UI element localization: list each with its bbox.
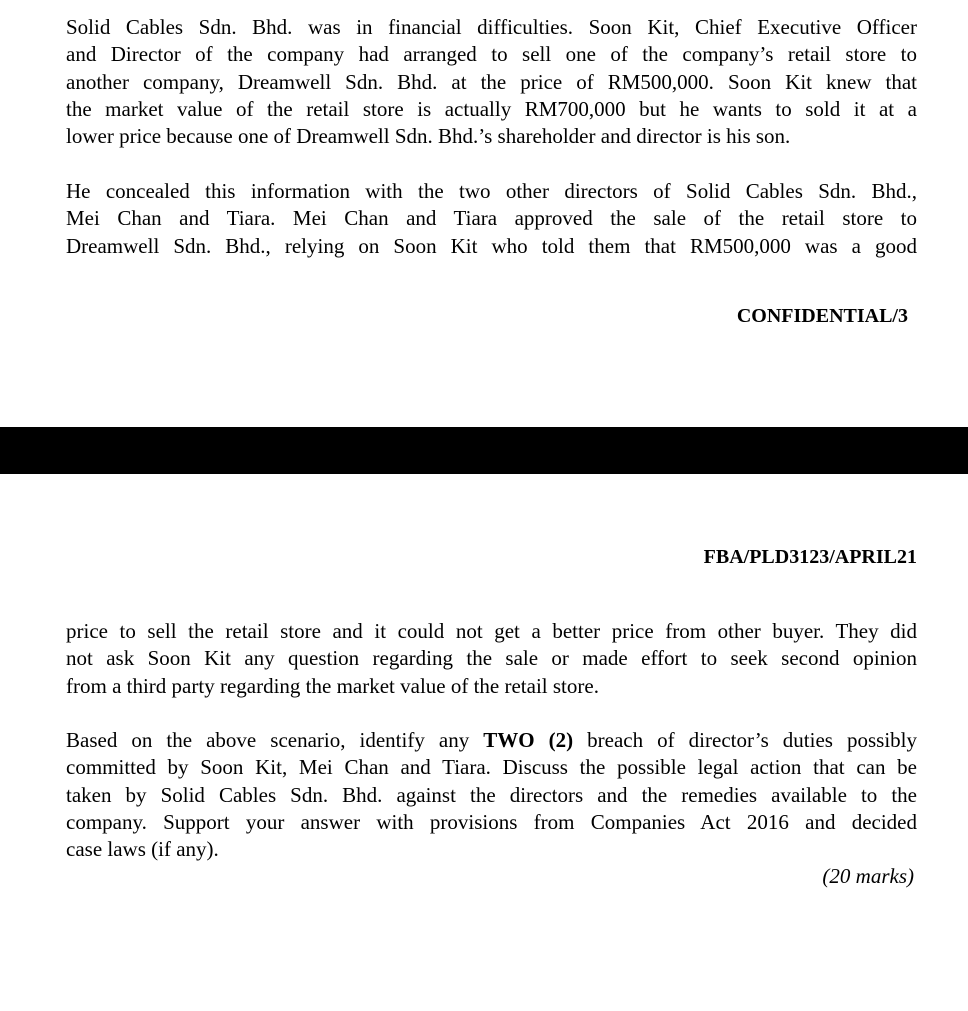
text-line: another company, Dreamwell Sdn. Bhd. at the price of RM500,000. Soon Kit knew that xyxy=(66,69,917,94)
text-line: committed by Soon Kit, Mei Chan and Tiara. Discuss the possible legal action that can be xyxy=(66,755,917,780)
scenario-paragraph-3 xyxy=(66,618,917,700)
text-line: Dreamwell Sdn. Bhd., relying on Soon Kit who told them that RM500,000 was a good xyxy=(66,233,917,258)
question-first-line xyxy=(66,727,917,754)
text-line: He concealed this information with the two other directors of Solid Cables Sdn. Bhd., xyxy=(66,179,917,203)
course-code-header: FBA/PLD3123/APRIL21 xyxy=(703,546,917,568)
scenario-paragraph-1 xyxy=(66,14,917,150)
text-line: taken by Solid Cables Sdn. Bhd. against the directors and the remedies available to the xyxy=(66,782,917,807)
scenario-paragraph-2 xyxy=(66,178,917,260)
text-line: Solid Cables Sdn. Bhd. was in financial difficulties. Soon Kit, Chief Executive Officer xyxy=(66,15,917,39)
question-emphasis: TWO (2) xyxy=(483,728,574,752)
text-line: and Director of the company had arranged to sell one of the company’s retail store to xyxy=(66,42,917,67)
text-line: from a third party regarding the market value of the retail store. xyxy=(66,673,599,698)
confidential-footer: CONFIDENTIAL/3 xyxy=(736,305,908,327)
text-line: the market value of the retail store is actually RM700,000 but he wants to sold it at a xyxy=(66,96,917,121)
text-line: lower price because one of Dreamwell Sdn. Bhd.’s shareholder and director is his son. xyxy=(66,124,791,149)
text-line: company. Support your answer with provisions from Companies Act 2016 and decided xyxy=(66,809,917,834)
page-break-divider xyxy=(0,427,968,474)
text-line: Mei Chan and Tiara. Mei Chan and Tiara approved the sale of the retail store to xyxy=(66,206,917,231)
question-paragraph xyxy=(66,727,917,863)
question-text: breach of director’s duties possibly xyxy=(573,728,918,752)
text-line: price to sell the retail store and it could not get a better price from other buyer. They did xyxy=(66,619,917,643)
marks-label: (20 marks) xyxy=(822,864,914,888)
question-text: Based on the above scenario, identify any xyxy=(66,728,484,752)
text-line: not ask Soon Kit any question regarding the sale or made effort to seek second opinion xyxy=(66,646,917,671)
text-line: case laws (if any). xyxy=(66,837,219,862)
